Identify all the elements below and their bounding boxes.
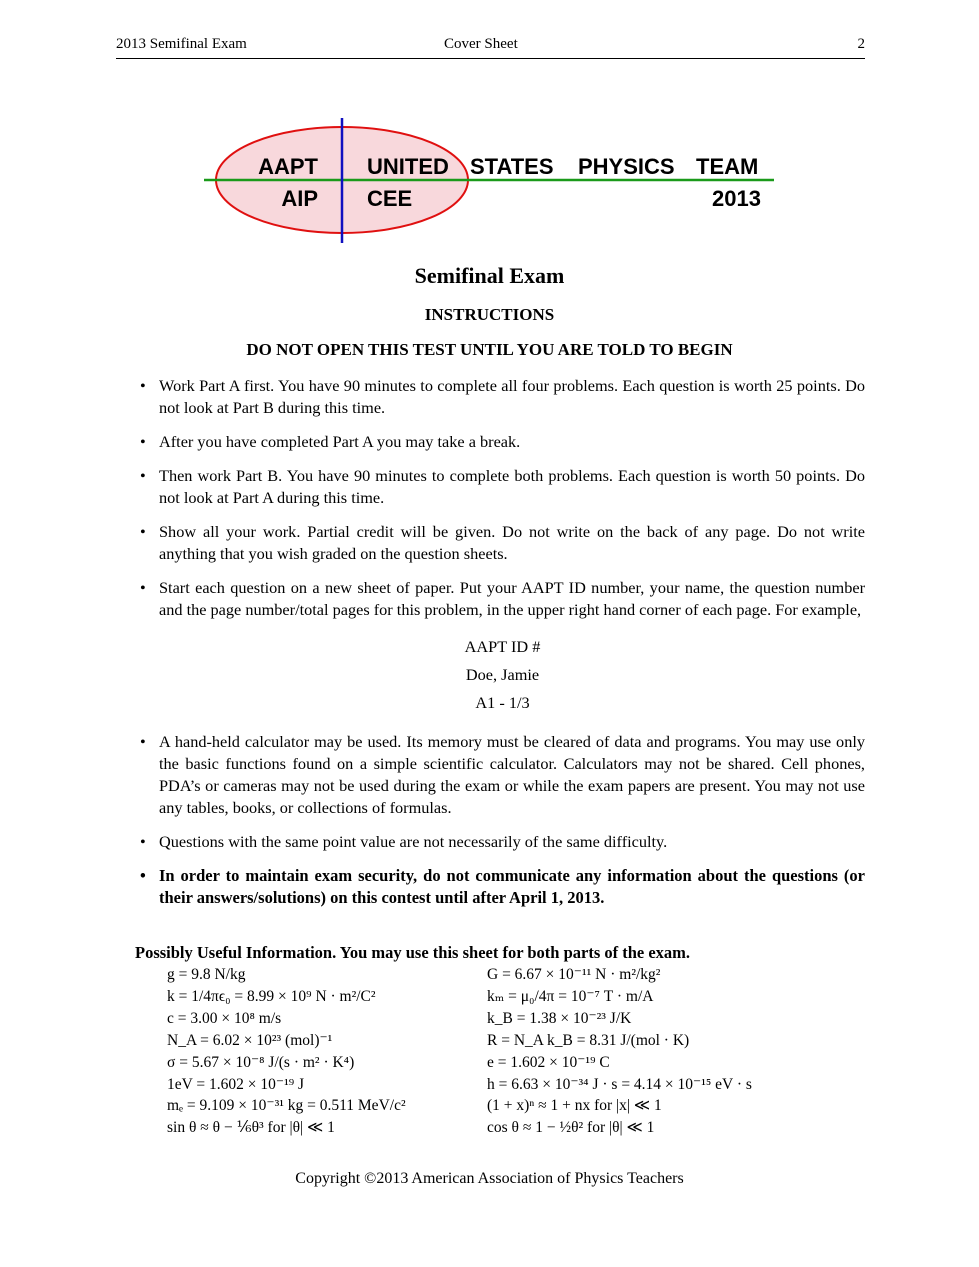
copyright-notice: Copyright ©2013 American Association of Physics Teachers bbox=[295, 1170, 684, 1187]
formula-row bbox=[167, 1052, 867, 1074]
formula: σ = 5.67 × 10⁻⁸ J/(s · m² · K⁴) bbox=[167, 1053, 355, 1071]
formula: mₑ = 9.109 × 10⁻³¹ kg = 0.511 MeV/c² bbox=[167, 1097, 406, 1115]
instructions-heading: INSTRUCTIONS bbox=[424, 305, 555, 324]
logo-team: TEAM bbox=[696, 154, 759, 179]
do-not-open-warning: DO NOT OPEN THIS TEST UNTIL YOU ARE TOLD TO BEGIN bbox=[246, 340, 733, 359]
formula: cos θ ≈ 1 − ½θ² for |θ| ≪ 1 bbox=[487, 1119, 655, 1137]
formula-row bbox=[167, 1008, 867, 1030]
instruction-item: • Start each question on a new sheet of paper. Put your AAPT ID number, your name, the question number and the page number/total pages for this problem, in the upper right hand corner of each page. For example, bbox=[140, 577, 865, 621]
example-block bbox=[140, 633, 865, 717]
instruction-item: • After you have completed Part A you may take a break. bbox=[140, 431, 865, 453]
instruction-item: • Show all your work. Partial credit will be given. Do not write on the back of any page. Do not write anything that you wish graded on the question sheets. bbox=[140, 521, 865, 565]
usapt-logo bbox=[200, 116, 780, 248]
formula: e = 1.602 × 10⁻¹⁹ C bbox=[487, 1053, 610, 1071]
formula-row bbox=[167, 964, 867, 986]
useful-information-heading: Possibly Useful Information. You may use this sheet for both parts of the exam. bbox=[135, 943, 691, 962]
formula: g = 9.8 N/kg bbox=[167, 966, 246, 983]
formula: c = 3.00 × 10⁸ m/s bbox=[167, 1009, 282, 1027]
example-id: AAPT ID # bbox=[464, 637, 541, 656]
formula-row bbox=[167, 1095, 867, 1117]
logo-aip: AIP bbox=[281, 186, 318, 211]
instruction-item: • A hand-held calculator may be used. Its memory must be cleared of data and programs. You may use only the basic functions found on a simple scientific calculator. Calculators may not be shared. Cell phones, PDA’s or cameras may not be used during the exam or while the exam papers are present. You may not use any tables, books, or collections of formulas. bbox=[140, 731, 865, 819]
logo-aapt: AAPT bbox=[258, 154, 318, 179]
formula: h = 6.63 × 10⁻³⁴ J · s = 4.14 × 10⁻¹⁵ eV · s bbox=[487, 1075, 752, 1093]
example-page: A1 - 1/3 bbox=[475, 693, 530, 712]
page-title: Semifinal Exam bbox=[414, 263, 565, 288]
formula: 1eV = 1.602 × 10⁻¹⁹ J bbox=[167, 1075, 305, 1093]
header-exam-name: 2013 Semifinal Exam bbox=[116, 36, 247, 52]
instruction-list bbox=[140, 375, 865, 921]
instruction-item: • Questions with the same point value are not necessarily of the same difficulty. bbox=[140, 831, 865, 853]
formula-row bbox=[167, 1074, 867, 1096]
logo-cee: CEE bbox=[367, 186, 413, 211]
security-notice: • In order to maintain exam security, do not communicate any information about the questions (or their answers/solutions) on this contest until after April 1, 2013. bbox=[140, 865, 865, 909]
page-header bbox=[116, 36, 865, 59]
formula-row bbox=[167, 986, 867, 1008]
formula: G = 6.67 × 10⁻¹¹ N · m²/kg² bbox=[487, 966, 661, 983]
formula: k_B = 1.38 × 10⁻²³ J/K bbox=[487, 1009, 632, 1027]
example-name: Doe, Jamie bbox=[465, 665, 540, 684]
formula: R = N_A k_B = 8.31 J/(mol · K) bbox=[487, 1031, 690, 1049]
logo-year: 2013 bbox=[712, 186, 761, 211]
formula: kₘ = μ₀/4π = 10⁻⁷ T · m/A bbox=[487, 987, 654, 1005]
formula-row bbox=[167, 1030, 867, 1052]
logo-states: STATES bbox=[470, 154, 554, 179]
formula-table bbox=[167, 964, 867, 1139]
logo-physics: PHYSICS bbox=[578, 154, 675, 179]
instruction-item: • Then work Part B. You have 90 minutes to complete both problems. Each question is worth 50 points. Do not look at Part A during this time. bbox=[140, 465, 865, 509]
instruction-item: • Work Part A first. You have 90 minutes to complete all four problems. Each question is worth 25 points. Do not look at Part B during this time. bbox=[140, 375, 865, 419]
formula: sin θ ≈ θ − ⅙θ³ for |θ| ≪ 1 bbox=[167, 1119, 335, 1137]
header-sheet-name: Cover Sheet bbox=[444, 36, 518, 52]
formula: (1 + x)ⁿ ≈ 1 + nx for |x| ≪ 1 bbox=[487, 1097, 662, 1115]
formula: N_A = 6.02 × 10²³ (mol)⁻¹ bbox=[167, 1031, 333, 1049]
formula: k = 1/4πϵ₀ = 8.99 × 10⁹ N · m²/C² bbox=[167, 987, 376, 1005]
logo-united: UNITED bbox=[367, 154, 449, 179]
formula-row bbox=[167, 1117, 867, 1139]
header-page-number: 2 bbox=[857, 36, 865, 52]
